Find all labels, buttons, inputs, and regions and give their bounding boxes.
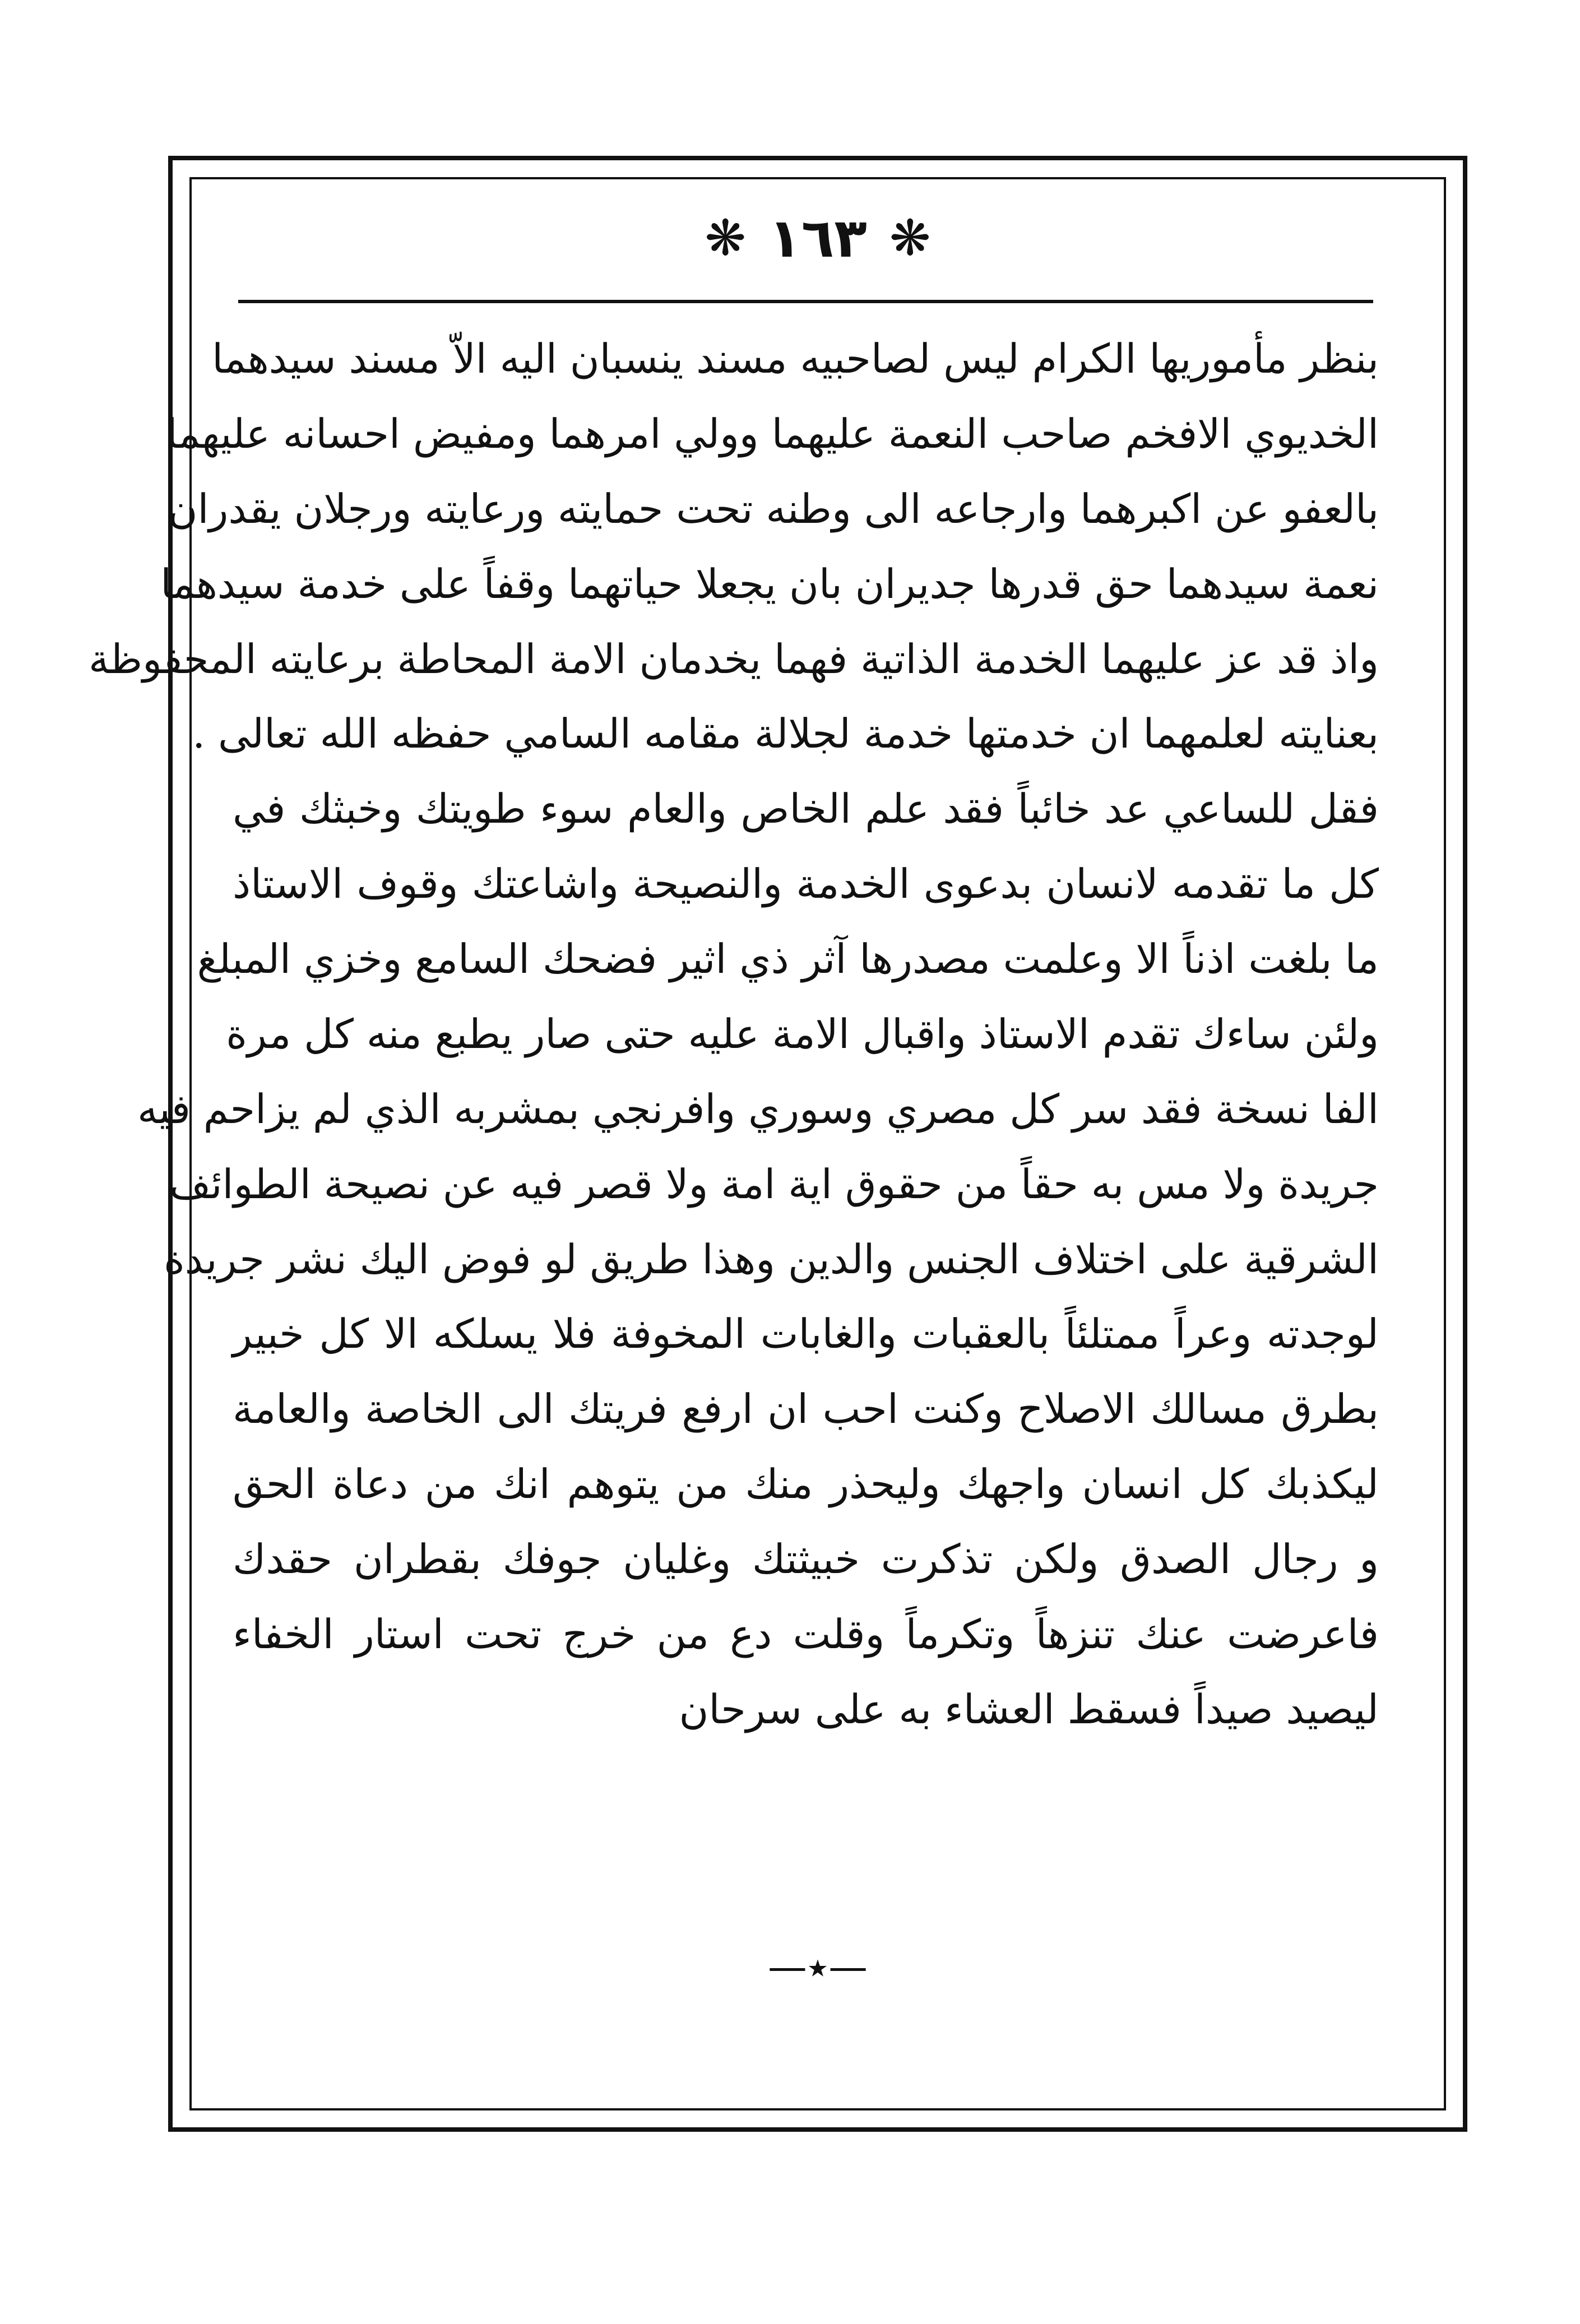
text-line: لوجدته وعراً ممتلئاً بالعقبات والغابات المخوفة فلا يسلكه الا كل خبير [233,1310,1379,1358]
section-end-mark: —٭— [767,1944,868,1990]
flourish-right-icon: ❋ [889,209,931,267]
body-text [89,325,1379,1743]
text-line-last: ليصيد صيداً فسقط العشاء به على سرحان [679,1685,1379,1733]
text-line: واذ قد عز عليهما الخدمة الذاتية فهما يخدمان الامة المحاطة برعايته المحفوظة [89,635,1379,683]
text-line: كل ما تقدمه لانسان بدعوى الخدمة والنصيحة واشاعتك وقوف الاستاذ [233,860,1379,908]
text-line: ولئن ساءك تقدم الاستاذ واقبال الامة عليه حتى صار يطبع منه كل مرة [226,1010,1379,1057]
page-number: ١٦٣ [768,207,867,270]
text-line: ما بلغت اذناً الا وعلمت مصدرها آثر ذي اثير فضحك السامع وخزي المبلغ [197,935,1379,982]
text-line: الفا نسخة فقد سر كل مصري وسوري وافرنجي بمشربه الذي لم يزاحم فيه [137,1085,1379,1133]
text-line: بطرق مسالك الاصلاح وكنت احب ان ارفع فريتك الى الخاصة والعامة [233,1385,1379,1433]
text-line: فقل للساعي عد خائباً فقد علم الخاص والعام سوء طويتك وخبثك في [233,785,1379,833]
text-line: الخديوي الافخم صاحب النعمة عليهما وولي امرهما ومفيض احسانه عليهما [166,410,1379,457]
text-line: بالعفو عن اكبرهما وارجاعه الى وطنه تحت حمايته ورعايته ورجلان يقدران [168,485,1379,532]
text-line: و رجال الصدق ولكن تذكرت خبيثتك وغليان جوفك بقطران حقدك [233,1536,1379,1583]
text-line: الشرقية على اختلاف الجنس والدين وهذا طريق لو فوض اليك نشر جريدة [164,1235,1379,1283]
text-line: نعمة سيدهما حق قدرها جديران بان يجعلا حياتهما وقفاً على خدمة سيدهما [160,560,1379,607]
text-line: ليكذبك كل انسان واجهك وليحذر منك من يتوهم انك من دعاة الحق [233,1460,1379,1508]
page-header [189,196,1446,280]
text-line: فاعرضت عنك تنزهاً وتكرماً وقلت دع من خرج تحت استار الخفاء [233,1610,1379,1658]
flourish-left-icon: ❋ [705,209,747,267]
text-line: بنظر مأموريها الكرام ليس لصاحبيه مسند ينسبان اليه الاّ مسند سيدهما [212,335,1379,382]
text-line: بعنايته لعلمهما ان خدمتها خدمة لجلالة مقامه السامي حفظه الله تعالى . [192,710,1379,758]
text-line: جريدة ولا مس به حقاً من حقوق اية امة ولا قصر فيه عن نصيحة الطوائف [169,1160,1379,1208]
header-divider [238,300,1373,303]
